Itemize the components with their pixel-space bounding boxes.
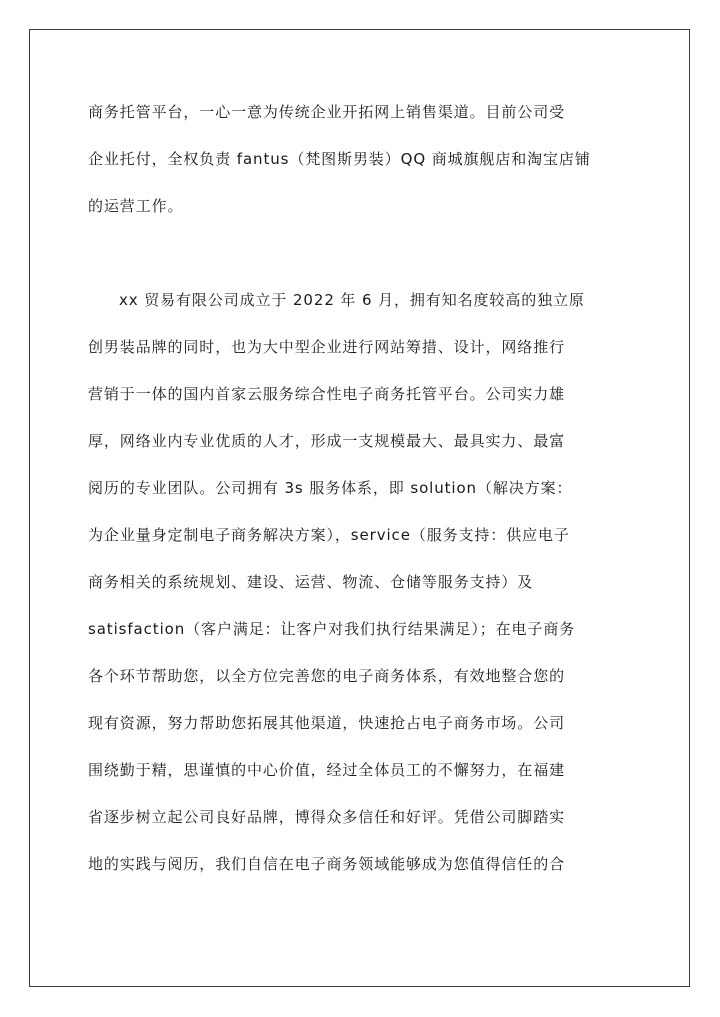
paragraph-1-line: 商务托管平台，一心一意为传统企业开拓网上销售渠道。目前公司受 bbox=[88, 103, 566, 121]
paragraph-2-line: 围绕勤于精，思谨慎的中心价值，经过全体员工的不懈努力，在福建 bbox=[88, 761, 566, 779]
paragraph-1-line: 企业托付，全权负责 fantus（梵图斯男装）QQ 商城旗舰店和淘宝店铺 bbox=[88, 150, 591, 168]
paragraph-1-line: 的运营工作。 bbox=[88, 197, 184, 215]
paragraph-2-line: satisfaction（客户满足：让客户对我们执行结果满足）；在电子商务 bbox=[88, 620, 576, 638]
paragraph-2-line: 各个环节帮助您，以全方位完善您的电子商务体系，有效地整合您的 bbox=[88, 667, 566, 685]
paragraph-2-line: 厚，网络业内专业优质的人才，形成一支规模最大、最具实力、最富 bbox=[88, 432, 566, 450]
paragraph-2-line: 现有资源，努力帮助您拓展其他渠道，快速抢占电子商务市场。公司 bbox=[88, 714, 566, 732]
paragraph-2-line: 创男装品牌的同时，也为大中型企业进行网站筹措、设计，网络推行 bbox=[88, 338, 566, 356]
paragraph-2-line: xx 贸易有限公司成立于 2022 年 6 月，拥有知名度较高的独立原 bbox=[119, 291, 585, 309]
paragraph-2-line: 阅历的专业团队。公司拥有 3s 服务体系，即 solution（解决方案： bbox=[88, 479, 573, 497]
paragraph-2-line: 为企业量身定制电子商务解决方案），service（服务支持：供应电子 bbox=[88, 526, 570, 544]
paragraph-2-line: 省逐步树立起公司良好品牌，博得众多信任和好评。凭借公司脚踏实 bbox=[88, 808, 566, 826]
paragraph-2-line: 商务相关的系统规划、建设、运营、物流、仓储等服务支持）及 bbox=[88, 573, 534, 591]
page-border bbox=[29, 29, 690, 987]
paragraph-2-line: 营销于一体的国内首家云服务综合性电子商务托管平台。公司实力雄 bbox=[88, 385, 566, 403]
paragraph-2-line: 地的实践与阅历，我们自信在电子商务领域能够成为您值得信任的合 bbox=[88, 855, 566, 873]
